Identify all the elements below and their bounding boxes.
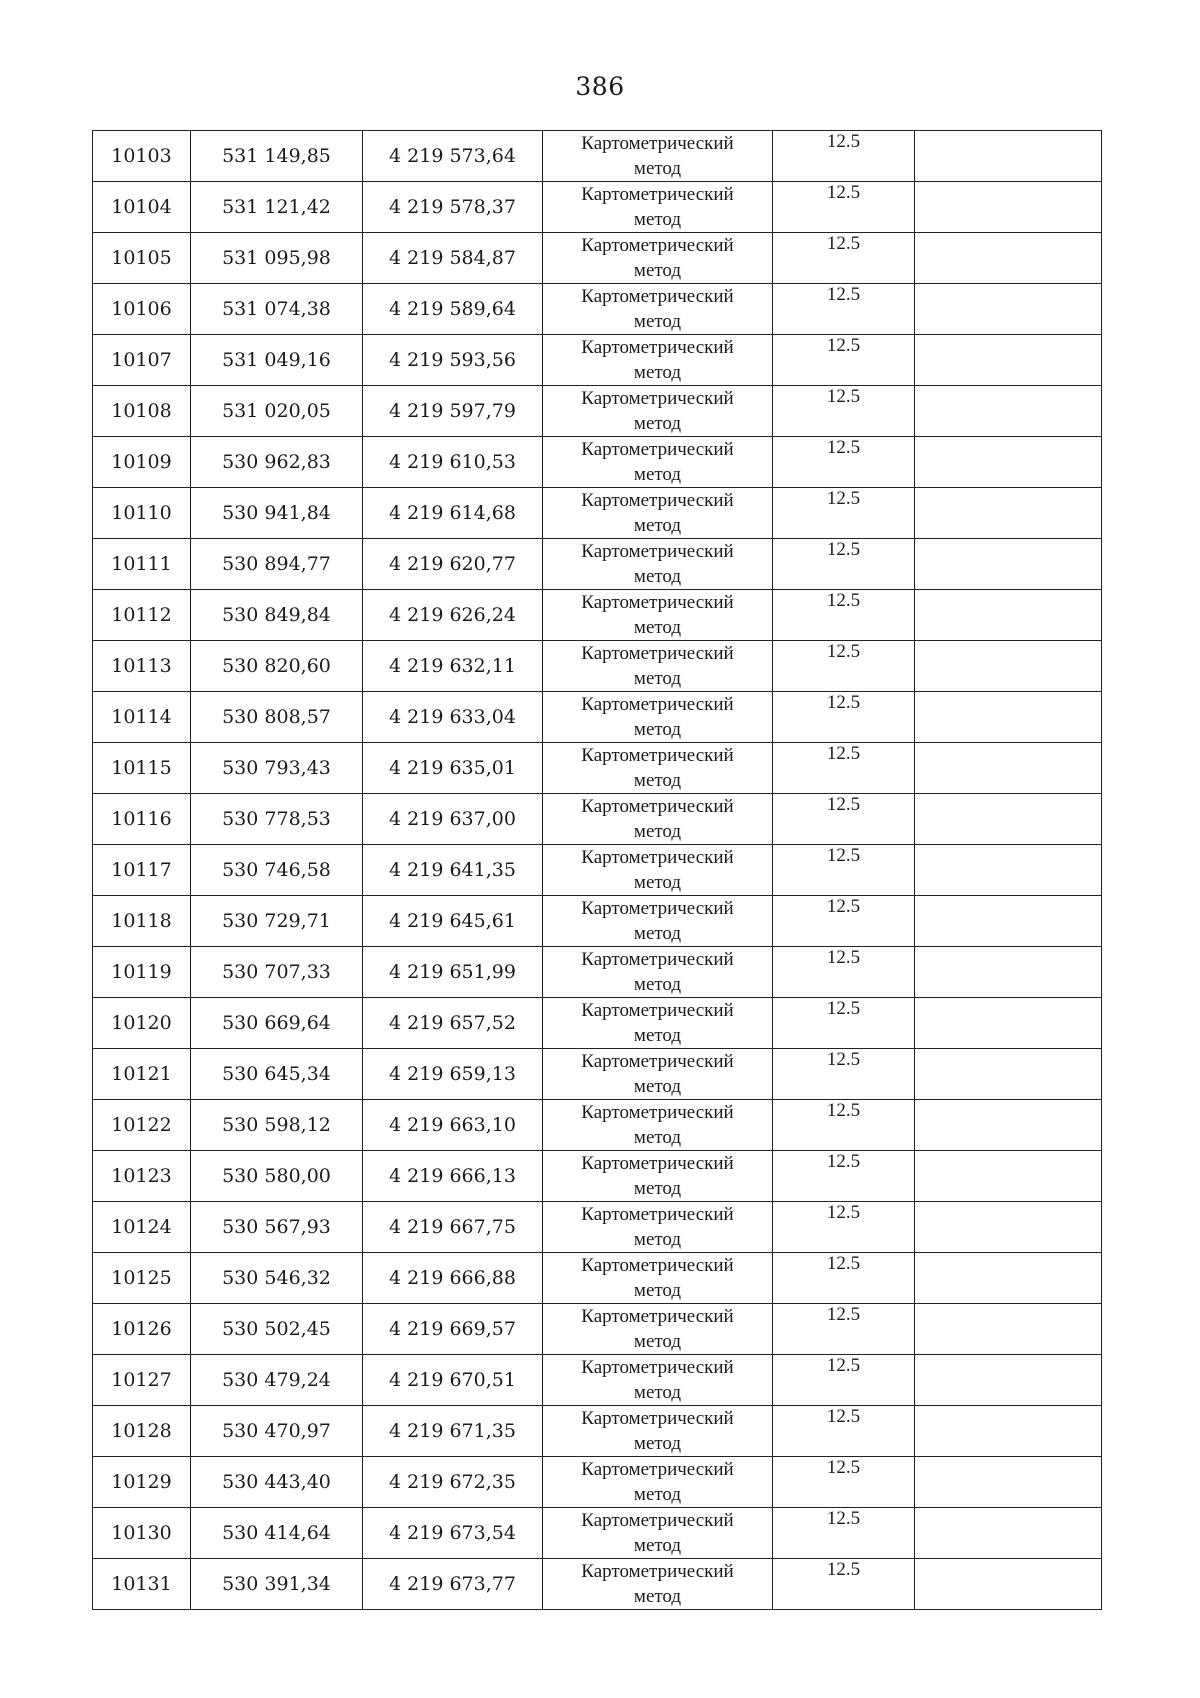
point-number-cell: 10123	[93, 1151, 191, 1202]
method-cell	[543, 233, 773, 284]
method-line-2: метод	[633, 668, 682, 689]
method-line-1: Картометрический	[581, 1306, 734, 1327]
method-line-1: Картометрический	[581, 1357, 734, 1378]
method-line-2: метод	[633, 1280, 682, 1301]
note-cell	[915, 386, 1102, 437]
accuracy-cell: 12.5	[773, 1253, 915, 1304]
note-cell	[915, 998, 1102, 1049]
table-row	[93, 845, 1102, 896]
method-cell	[543, 1457, 773, 1508]
table-row	[93, 896, 1102, 947]
accuracy-cell: 12.5	[773, 335, 915, 386]
method-line-2: метод	[633, 566, 682, 587]
y-coordinate-cell: 4 219 669,57	[363, 1304, 543, 1355]
method-line-2: метод	[633, 1076, 682, 1097]
note-cell	[915, 692, 1102, 743]
y-coordinate-cell: 4 219 614,68	[363, 488, 543, 539]
method-cell	[543, 1304, 773, 1355]
point-number-cell: 10119	[93, 947, 191, 998]
method-cell	[543, 1559, 773, 1610]
y-coordinate-cell: 4 219 626,24	[363, 590, 543, 641]
method-cell	[543, 131, 773, 182]
accuracy-cell: 12.5	[773, 1304, 915, 1355]
note-cell	[915, 233, 1102, 284]
note-cell	[915, 335, 1102, 386]
method-line-2: метод	[633, 1535, 682, 1556]
method-line-1: Картометрический	[581, 694, 734, 715]
method-line-1: Картометрический	[581, 1408, 734, 1429]
method-line-1: Картометрический	[581, 1102, 734, 1123]
method-cell	[543, 947, 773, 998]
y-coordinate-cell: 4 219 657,52	[363, 998, 543, 1049]
x-coordinate-cell: 530 598,12	[191, 1100, 363, 1151]
y-coordinate-cell: 4 219 666,13	[363, 1151, 543, 1202]
method-line-1: Картометрический	[581, 847, 734, 868]
y-coordinate-cell: 4 219 637,00	[363, 794, 543, 845]
table-row	[93, 1100, 1102, 1151]
y-coordinate-cell: 4 219 573,64	[363, 131, 543, 182]
method-cell	[543, 794, 773, 845]
accuracy-cell: 12.5	[773, 539, 915, 590]
x-coordinate-cell: 530 502,45	[191, 1304, 363, 1355]
y-coordinate-cell: 4 219 672,35	[363, 1457, 543, 1508]
accuracy-cell: 12.5	[773, 845, 915, 896]
method-cell	[543, 1355, 773, 1406]
x-coordinate-cell: 530 443,40	[191, 1457, 363, 1508]
accuracy-cell: 12.5	[773, 1355, 915, 1406]
accuracy-cell: 12.5	[773, 1100, 915, 1151]
point-number-cell: 10109	[93, 437, 191, 488]
method-line-2: метод	[633, 1229, 682, 1250]
y-coordinate-cell: 4 219 635,01	[363, 743, 543, 794]
y-coordinate-cell: 4 219 593,56	[363, 335, 543, 386]
method-line-1: Картометрический	[581, 439, 734, 460]
method-line-1: Картометрический	[581, 898, 734, 919]
y-coordinate-cell: 4 219 610,53	[363, 437, 543, 488]
method-line-2: метод	[633, 1025, 682, 1046]
table-row	[93, 641, 1102, 692]
x-coordinate-cell: 530 894,77	[191, 539, 363, 590]
x-coordinate-cell: 531 095,98	[191, 233, 363, 284]
point-number-cell: 10127	[93, 1355, 191, 1406]
accuracy-cell: 12.5	[773, 131, 915, 182]
method-cell	[543, 1508, 773, 1559]
y-coordinate-cell: 4 219 667,75	[363, 1202, 543, 1253]
method-line-2: метод	[633, 413, 682, 434]
method-cell	[543, 488, 773, 539]
x-coordinate-cell: 530 808,57	[191, 692, 363, 743]
x-coordinate-cell: 530 849,84	[191, 590, 363, 641]
coordinates-table	[92, 130, 1102, 1610]
accuracy-cell: 12.5	[773, 1049, 915, 1100]
point-number-cell: 10122	[93, 1100, 191, 1151]
method-line-1: Картометрический	[581, 1153, 734, 1174]
point-number-cell: 10126	[93, 1304, 191, 1355]
note-cell	[915, 1100, 1102, 1151]
method-line-1: Картометрический	[581, 1510, 734, 1531]
method-line-2: метод	[633, 260, 682, 281]
method-line-1: Картометрический	[581, 1459, 734, 1480]
y-coordinate-cell: 4 219 632,11	[363, 641, 543, 692]
note-cell	[915, 1508, 1102, 1559]
method-line-1: Картометрический	[581, 1561, 734, 1582]
note-cell	[915, 488, 1102, 539]
accuracy-cell: 12.5	[773, 590, 915, 641]
x-coordinate-cell: 530 414,64	[191, 1508, 363, 1559]
method-line-1: Картометрический	[581, 1000, 734, 1021]
point-number-cell: 10107	[93, 335, 191, 386]
table-row	[93, 182, 1102, 233]
table-row	[93, 1406, 1102, 1457]
table-row	[93, 1355, 1102, 1406]
coordinates-table-body	[93, 131, 1102, 1610]
x-coordinate-cell: 530 391,34	[191, 1559, 363, 1610]
note-cell	[915, 131, 1102, 182]
method-line-2: метод	[633, 872, 682, 893]
note-cell	[915, 896, 1102, 947]
method-line-2: метод	[633, 1484, 682, 1505]
note-cell	[915, 539, 1102, 590]
method-line-2: метод	[633, 362, 682, 383]
method-line-1: Картометрический	[581, 184, 734, 205]
point-number-cell: 10117	[93, 845, 191, 896]
table-row	[93, 1304, 1102, 1355]
method-line-2: метод	[633, 974, 682, 995]
table-row	[93, 794, 1102, 845]
x-coordinate-cell: 531 074,38	[191, 284, 363, 335]
method-cell	[543, 896, 773, 947]
method-line-2: метод	[633, 617, 682, 638]
y-coordinate-cell: 4 219 597,79	[363, 386, 543, 437]
page-number: 386	[575, 72, 625, 101]
note-cell	[915, 1253, 1102, 1304]
point-number-cell: 10115	[93, 743, 191, 794]
y-coordinate-cell: 4 219 584,87	[363, 233, 543, 284]
method-line-1: Картометрический	[581, 796, 734, 817]
accuracy-cell: 12.5	[773, 182, 915, 233]
y-coordinate-cell: 4 219 673,54	[363, 1508, 543, 1559]
method-cell	[543, 1406, 773, 1457]
note-cell	[915, 1151, 1102, 1202]
method-cell	[543, 539, 773, 590]
note-cell	[915, 947, 1102, 998]
note-cell	[915, 1457, 1102, 1508]
method-cell	[543, 998, 773, 1049]
x-coordinate-cell: 530 567,93	[191, 1202, 363, 1253]
x-coordinate-cell: 530 778,53	[191, 794, 363, 845]
method-line-2: метод	[633, 821, 682, 842]
method-line-1: Картометрический	[581, 337, 734, 358]
y-coordinate-cell: 4 219 651,99	[363, 947, 543, 998]
table-row	[93, 488, 1102, 539]
method-line-1: Картометрический	[581, 745, 734, 766]
table-row	[93, 1253, 1102, 1304]
point-number-cell: 10114	[93, 692, 191, 743]
method-cell	[543, 437, 773, 488]
note-cell	[915, 1355, 1102, 1406]
point-number-cell: 10125	[93, 1253, 191, 1304]
method-cell	[543, 1253, 773, 1304]
method-line-2: метод	[633, 923, 682, 944]
method-cell	[543, 386, 773, 437]
accuracy-cell: 12.5	[773, 641, 915, 692]
method-line-1: Картометрический	[581, 1204, 734, 1225]
x-coordinate-cell: 531 121,42	[191, 182, 363, 233]
accuracy-cell: 12.5	[773, 896, 915, 947]
method-line-2: метод	[633, 770, 682, 791]
method-cell	[543, 284, 773, 335]
method-cell	[543, 641, 773, 692]
table-row	[93, 1202, 1102, 1253]
table-row	[93, 947, 1102, 998]
point-number-cell: 10120	[93, 998, 191, 1049]
y-coordinate-cell: 4 219 673,77	[363, 1559, 543, 1610]
y-coordinate-cell: 4 219 663,10	[363, 1100, 543, 1151]
accuracy-cell: 12.5	[773, 1406, 915, 1457]
accuracy-cell: 12.5	[773, 1559, 915, 1610]
note-cell	[915, 284, 1102, 335]
accuracy-cell: 12.5	[773, 1151, 915, 1202]
table-row	[93, 386, 1102, 437]
x-coordinate-cell: 530 962,83	[191, 437, 363, 488]
method-line-2: метод	[633, 1127, 682, 1148]
method-cell	[543, 1100, 773, 1151]
table-row	[93, 1559, 1102, 1610]
point-number-cell: 10131	[93, 1559, 191, 1610]
table-row	[93, 131, 1102, 182]
accuracy-cell: 12.5	[773, 437, 915, 488]
table-row	[93, 437, 1102, 488]
x-coordinate-cell: 531 020,05	[191, 386, 363, 437]
accuracy-cell: 12.5	[773, 947, 915, 998]
method-cell	[543, 1049, 773, 1100]
method-line-1: Картометрический	[581, 133, 734, 154]
method-cell	[543, 743, 773, 794]
method-cell	[543, 845, 773, 896]
point-number-cell: 10108	[93, 386, 191, 437]
note-cell	[915, 743, 1102, 794]
note-cell	[915, 794, 1102, 845]
method-line-1: Картометрический	[581, 643, 734, 664]
x-coordinate-cell: 530 793,43	[191, 743, 363, 794]
accuracy-cell: 12.5	[773, 233, 915, 284]
point-number-cell: 10116	[93, 794, 191, 845]
point-number-cell: 10124	[93, 1202, 191, 1253]
note-cell	[915, 1406, 1102, 1457]
method-line-1: Картометрический	[581, 592, 734, 613]
y-coordinate-cell: 4 219 666,88	[363, 1253, 543, 1304]
point-number-cell: 10129	[93, 1457, 191, 1508]
y-coordinate-cell: 4 219 671,35	[363, 1406, 543, 1457]
table-row	[93, 1049, 1102, 1100]
point-number-cell: 10110	[93, 488, 191, 539]
method-cell	[543, 1202, 773, 1253]
point-number-cell: 10106	[93, 284, 191, 335]
x-coordinate-cell: 530 941,84	[191, 488, 363, 539]
table-row	[93, 590, 1102, 641]
accuracy-cell: 12.5	[773, 386, 915, 437]
method-line-2: метод	[633, 1382, 682, 1403]
method-line-1: Картометрический	[581, 949, 734, 970]
note-cell	[915, 437, 1102, 488]
table-row	[93, 539, 1102, 590]
table-row	[93, 692, 1102, 743]
y-coordinate-cell: 4 219 659,13	[363, 1049, 543, 1100]
x-coordinate-cell: 531 049,16	[191, 335, 363, 386]
note-cell	[915, 1304, 1102, 1355]
method-line-2: метод	[633, 158, 682, 179]
point-number-cell: 10103	[93, 131, 191, 182]
note-cell	[915, 845, 1102, 896]
method-line-2: метод	[633, 515, 682, 536]
table-row	[93, 1457, 1102, 1508]
x-coordinate-cell: 530 729,71	[191, 896, 363, 947]
accuracy-cell: 12.5	[773, 998, 915, 1049]
point-number-cell: 10104	[93, 182, 191, 233]
method-cell	[543, 182, 773, 233]
method-line-2: метод	[633, 209, 682, 230]
method-line-1: Картометрический	[581, 490, 734, 511]
y-coordinate-cell: 4 219 578,37	[363, 182, 543, 233]
point-number-cell: 10121	[93, 1049, 191, 1100]
accuracy-cell: 12.5	[773, 1202, 915, 1253]
point-number-cell: 10105	[93, 233, 191, 284]
y-coordinate-cell: 4 219 670,51	[363, 1355, 543, 1406]
y-coordinate-cell: 4 219 633,04	[363, 692, 543, 743]
x-coordinate-cell: 530 820,60	[191, 641, 363, 692]
note-cell	[915, 1202, 1102, 1253]
note-cell	[915, 590, 1102, 641]
table-row	[93, 233, 1102, 284]
accuracy-cell: 12.5	[773, 794, 915, 845]
method-cell	[543, 692, 773, 743]
x-coordinate-cell: 530 746,58	[191, 845, 363, 896]
point-number-cell: 10128	[93, 1406, 191, 1457]
method-line-1: Картометрический	[581, 541, 734, 562]
method-line-2: метод	[633, 1178, 682, 1199]
y-coordinate-cell: 4 219 641,35	[363, 845, 543, 896]
table-row	[93, 1508, 1102, 1559]
note-cell	[915, 1559, 1102, 1610]
accuracy-cell: 12.5	[773, 488, 915, 539]
method-line-1: Картометрический	[581, 1255, 734, 1276]
method-line-2: метод	[633, 719, 682, 740]
method-line-1: Картометрический	[581, 388, 734, 409]
x-coordinate-cell: 530 546,32	[191, 1253, 363, 1304]
method-cell	[543, 1151, 773, 1202]
table-row	[93, 743, 1102, 794]
method-line-2: метод	[633, 311, 682, 332]
accuracy-cell: 12.5	[773, 284, 915, 335]
x-coordinate-cell: 530 645,34	[191, 1049, 363, 1100]
table-row	[93, 284, 1102, 335]
method-line-2: метод	[633, 464, 682, 485]
y-coordinate-cell: 4 219 589,64	[363, 284, 543, 335]
table-row	[93, 998, 1102, 1049]
point-number-cell: 10118	[93, 896, 191, 947]
x-coordinate-cell: 530 669,64	[191, 998, 363, 1049]
table-row	[93, 335, 1102, 386]
note-cell	[915, 1049, 1102, 1100]
method-line-1: Картометрический	[581, 286, 734, 307]
point-number-cell: 10113	[93, 641, 191, 692]
y-coordinate-cell: 4 219 645,61	[363, 896, 543, 947]
x-coordinate-cell: 530 470,97	[191, 1406, 363, 1457]
accuracy-cell: 12.5	[773, 1508, 915, 1559]
accuracy-cell: 12.5	[773, 1457, 915, 1508]
method-cell	[543, 335, 773, 386]
method-cell	[543, 590, 773, 641]
accuracy-cell: 12.5	[773, 692, 915, 743]
method-line-2: метод	[633, 1433, 682, 1454]
point-number-cell: 10130	[93, 1508, 191, 1559]
x-coordinate-cell: 530 580,00	[191, 1151, 363, 1202]
method-line-1: Картометрический	[581, 235, 734, 256]
method-line-2: метод	[633, 1331, 682, 1352]
note-cell	[915, 641, 1102, 692]
note-cell	[915, 182, 1102, 233]
x-coordinate-cell: 530 479,24	[191, 1355, 363, 1406]
table-row	[93, 1151, 1102, 1202]
y-coordinate-cell: 4 219 620,77	[363, 539, 543, 590]
x-coordinate-cell: 530 707,33	[191, 947, 363, 998]
method-line-1: Картометрический	[581, 1051, 734, 1072]
method-line-2: метод	[633, 1586, 682, 1607]
x-coordinate-cell: 531 149,85	[191, 131, 363, 182]
point-number-cell: 10112	[93, 590, 191, 641]
accuracy-cell: 12.5	[773, 743, 915, 794]
point-number-cell: 10111	[93, 539, 191, 590]
